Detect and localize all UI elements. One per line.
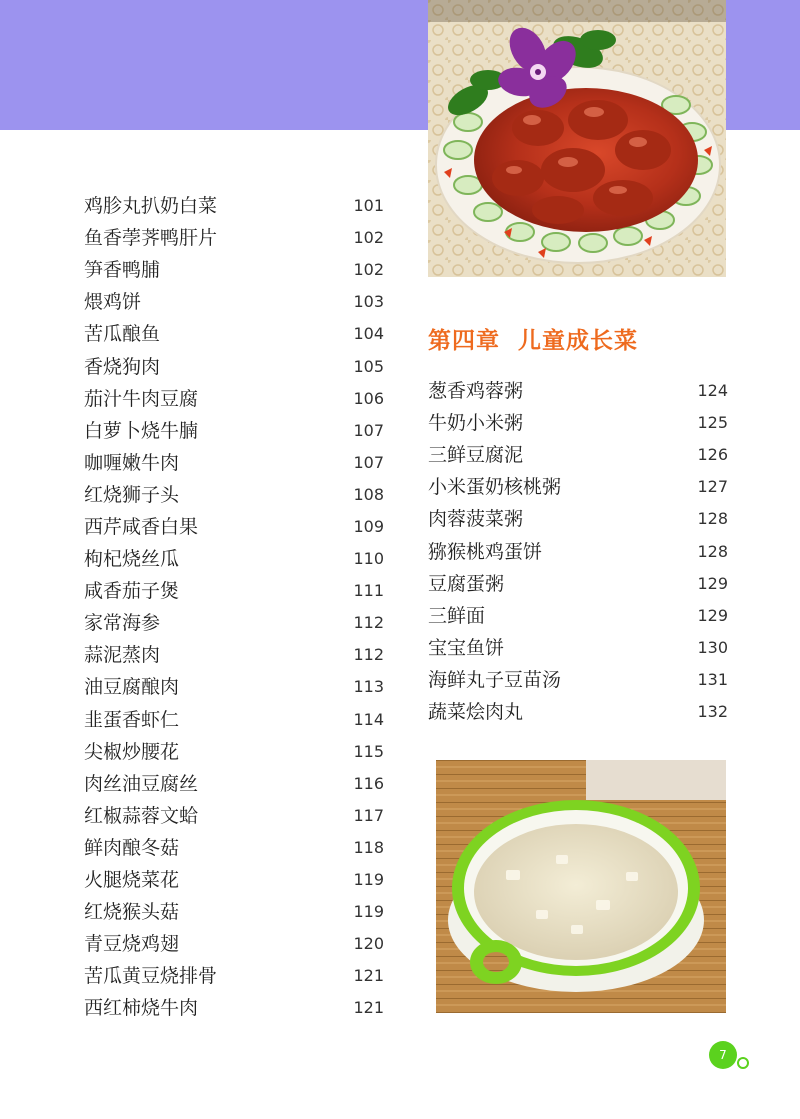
recipe-name: 笋香鸭脯 bbox=[84, 259, 161, 282]
toc-entry[interactable] bbox=[428, 375, 728, 407]
toc-entry[interactable] bbox=[84, 896, 384, 928]
recipe-name: 豆腐蛋粥 bbox=[428, 572, 505, 595]
recipe-name: 青豆烧鸡翅 bbox=[84, 933, 180, 956]
toc-entry[interactable] bbox=[428, 568, 728, 600]
recipe-page-number: 111 bbox=[353, 581, 384, 601]
toc-entry[interactable] bbox=[84, 511, 384, 543]
recipe-page-number: 107 bbox=[353, 420, 384, 440]
recipe-page-number: 105 bbox=[353, 356, 384, 376]
recipe-name: 小米蛋奶核桃粥 bbox=[428, 476, 562, 499]
recipe-page-number: 129 bbox=[697, 605, 728, 625]
toc-entry[interactable] bbox=[84, 800, 384, 832]
recipe-name: 油豆腐酿肉 bbox=[84, 676, 180, 699]
recipe-name: 火腿烧菜花 bbox=[84, 869, 180, 892]
toc-entry[interactable] bbox=[84, 447, 384, 479]
dish-photo-top bbox=[428, 0, 726, 277]
recipe-name: 西红柿烧牛肉 bbox=[84, 997, 199, 1020]
recipe-page-number: 124 bbox=[697, 381, 728, 401]
recipe-name: 尖椒炒腰花 bbox=[84, 740, 180, 763]
recipe-name: 三鲜豆腐泥 bbox=[428, 444, 524, 467]
recipe-name: 家常海参 bbox=[84, 612, 161, 635]
toc-entry[interactable] bbox=[84, 575, 384, 607]
recipe-name: 海鲜丸子豆苗汤 bbox=[428, 668, 562, 691]
recipe-page-number: 126 bbox=[697, 445, 728, 465]
toc-entry[interactable] bbox=[84, 543, 384, 575]
recipe-name: 蔬菜烩肉丸 bbox=[428, 700, 524, 723]
recipe-page-number: 103 bbox=[353, 292, 384, 312]
toc-entry[interactable] bbox=[84, 350, 384, 382]
page-number-badge: 7 bbox=[709, 1041, 737, 1069]
toc-entry[interactable] bbox=[84, 736, 384, 768]
recipe-name: 鲜肉酿冬菇 bbox=[84, 836, 180, 859]
recipe-page-number: 102 bbox=[353, 260, 384, 280]
toc-entry[interactable] bbox=[428, 471, 728, 503]
toc-entry[interactable] bbox=[84, 383, 384, 415]
recipe-page-number: 110 bbox=[353, 549, 384, 569]
recipe-name: 白萝卜烧牛腩 bbox=[84, 419, 199, 442]
toc-entry[interactable] bbox=[84, 607, 384, 639]
recipe-page-number: 121 bbox=[353, 998, 384, 1018]
toc-entry[interactable] bbox=[428, 535, 728, 567]
recipe-name: 肉蓉菠菜粥 bbox=[428, 508, 524, 531]
recipe-page-number: 127 bbox=[697, 477, 728, 497]
recipe-name: 牛奶小米粥 bbox=[428, 412, 524, 435]
toc-entry[interactable] bbox=[84, 671, 384, 703]
chapter-title: 第四章 儿童成长菜 bbox=[428, 327, 639, 354]
recipe-name: 宝宝鱼饼 bbox=[428, 636, 505, 659]
recipe-page-number: 114 bbox=[353, 709, 384, 729]
dish-photo-bottom bbox=[436, 760, 726, 1013]
recipe-name: 红椒蒜蓉文蛤 bbox=[84, 804, 199, 827]
recipe-name: 肉丝油豆腐丝 bbox=[84, 772, 199, 795]
recipe-page-number: 106 bbox=[353, 388, 384, 408]
recipe-name: 蒜泥蒸肉 bbox=[84, 644, 161, 667]
toc-entry[interactable] bbox=[428, 696, 728, 728]
recipe-name: 苦瓜酿鱼 bbox=[84, 323, 161, 346]
recipe-page-number: 132 bbox=[697, 701, 728, 721]
recipe-name: 鸡胗丸扒奶白菜 bbox=[84, 195, 218, 218]
recipe-name: 韭蛋香虾仁 bbox=[84, 708, 180, 731]
recipe-page-number: 113 bbox=[353, 677, 384, 697]
toc-entry[interactable] bbox=[428, 664, 728, 696]
toc-entry[interactable] bbox=[84, 960, 384, 992]
recipe-page-number: 115 bbox=[353, 741, 384, 761]
recipe-page-number: 118 bbox=[353, 837, 384, 857]
toc-entry[interactable] bbox=[84, 479, 384, 511]
recipe-page-number: 112 bbox=[353, 613, 384, 633]
toc-entry[interactable] bbox=[84, 864, 384, 896]
toc-entry[interactable] bbox=[84, 318, 384, 350]
recipe-name: 咸香茄子煲 bbox=[84, 580, 180, 603]
recipe-page-number: 109 bbox=[353, 516, 384, 536]
recipe-name: 枸杞烧丝瓜 bbox=[84, 548, 180, 571]
toc-entry[interactable] bbox=[84, 639, 384, 671]
recipe-page-number: 131 bbox=[697, 669, 728, 689]
recipe-name: 葱香鸡蓉粥 bbox=[428, 380, 524, 403]
recipe-name: 咖喱嫩牛肉 bbox=[84, 451, 180, 474]
recipe-list-left bbox=[84, 190, 384, 1024]
recipe-name: 红烧狮子头 bbox=[84, 483, 180, 506]
recipe-name: 煨鸡饼 bbox=[84, 291, 142, 314]
recipe-page-number: 129 bbox=[697, 573, 728, 593]
recipe-page-number: 125 bbox=[697, 413, 728, 433]
toc-entry[interactable] bbox=[428, 600, 728, 632]
recipe-name: 三鲜面 bbox=[428, 604, 486, 627]
recipe-page-number: 119 bbox=[353, 870, 384, 890]
recipe-page-number: 102 bbox=[353, 228, 384, 248]
recipe-page-number: 130 bbox=[697, 637, 728, 657]
recipe-name: 苦瓜黄豆烧排骨 bbox=[84, 965, 218, 988]
toc-entry[interactable] bbox=[84, 704, 384, 736]
toc-entry[interactable] bbox=[84, 992, 384, 1024]
toc-entry[interactable] bbox=[428, 503, 728, 535]
toc-entry[interactable] bbox=[84, 254, 384, 286]
page-badge-dot bbox=[737, 1057, 749, 1069]
recipe-page-number: 108 bbox=[353, 484, 384, 504]
recipe-page-number: 119 bbox=[353, 902, 384, 922]
toc-entry[interactable] bbox=[428, 407, 728, 439]
recipe-name: 茄汁牛肉豆腐 bbox=[84, 387, 199, 410]
recipe-page-number: 120 bbox=[353, 934, 384, 954]
recipe-page-number: 128 bbox=[697, 541, 728, 561]
recipe-name: 猕猴桃鸡蛋饼 bbox=[428, 540, 543, 563]
toc-entry[interactable] bbox=[428, 632, 728, 664]
toc-entry[interactable] bbox=[84, 832, 384, 864]
toc-entry[interactable] bbox=[84, 286, 384, 318]
recipe-page-number: 112 bbox=[353, 645, 384, 665]
toc-entry[interactable] bbox=[84, 222, 384, 254]
toc-entry[interactable] bbox=[84, 415, 384, 447]
toc-entry[interactable] bbox=[84, 928, 384, 960]
toc-entry[interactable] bbox=[84, 190, 384, 222]
recipe-name: 红烧猴头菇 bbox=[84, 901, 180, 924]
recipe-page-number: 128 bbox=[697, 509, 728, 529]
recipe-page-number: 107 bbox=[353, 452, 384, 472]
recipe-page-number: 116 bbox=[353, 773, 384, 793]
toc-entry[interactable] bbox=[84, 768, 384, 800]
recipe-name: 鱼香荸荠鸭肝片 bbox=[84, 227, 218, 250]
recipe-page-number: 117 bbox=[353, 805, 384, 825]
recipe-list-right bbox=[428, 375, 728, 728]
recipe-page-number: 104 bbox=[353, 324, 384, 344]
recipe-name: 香烧狗肉 bbox=[84, 355, 161, 378]
recipe-name: 西芹咸香白果 bbox=[84, 515, 199, 538]
recipe-page-number: 121 bbox=[353, 966, 384, 986]
recipe-page-number: 101 bbox=[353, 196, 384, 216]
toc-entry[interactable] bbox=[428, 439, 728, 471]
